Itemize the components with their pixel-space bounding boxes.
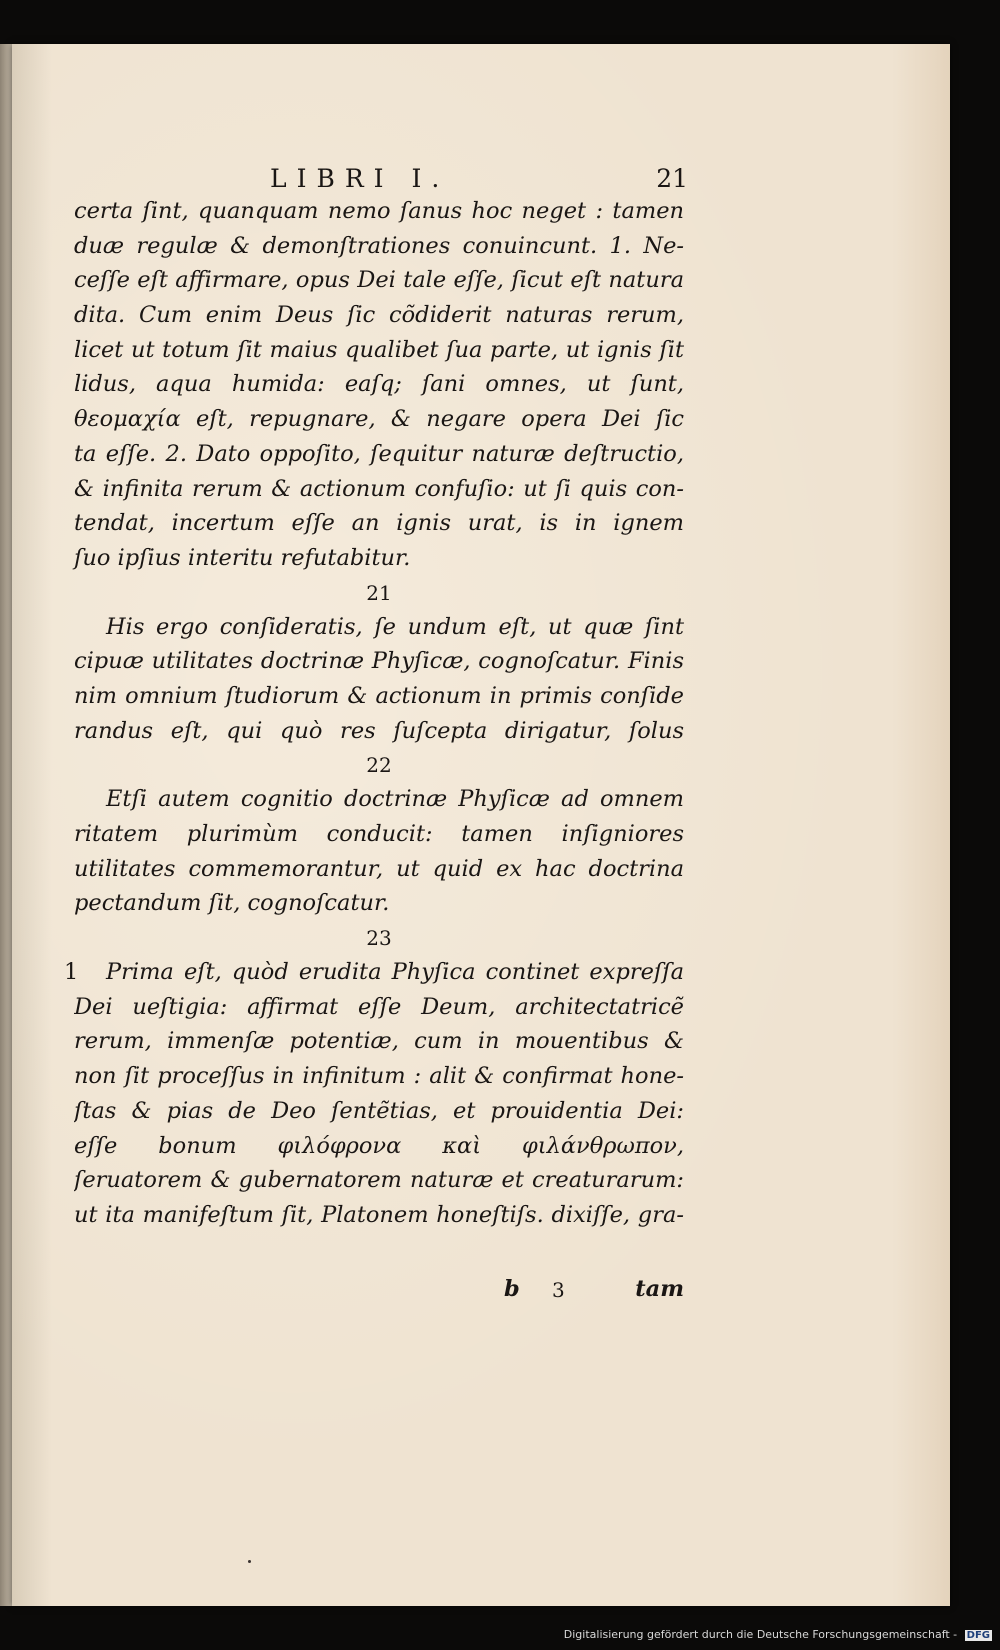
text-line: & infinita rerum & actionum confuſio: ut ſi quis con-	[74, 475, 684, 502]
text-line: ritatem plurimùm conducit: tamen inſigniores	[74, 821, 684, 847]
paragraph-1	[74, 194, 684, 576]
signature-number: 3	[552, 1278, 565, 1302]
list-marker: 1	[64, 959, 79, 986]
running-header	[270, 164, 688, 194]
text-line: ut ita manifeſtum ſit, Platonem honeſtiſs. dixiſſe, gra-	[74, 1201, 684, 1228]
text-line: non ſit proceſſus in infinitum : alit & confirmat hone-	[74, 1063, 684, 1090]
catchword: tam	[635, 1276, 684, 1302]
paragraph-4	[64, 955, 684, 1233]
running-title: LIBRI I.	[270, 164, 450, 193]
text-line: ta eſſe. 2. Dato oppoſito, ſequitur naturæ deſtructio,	[74, 440, 684, 467]
text-line: ſuo ipſius interitu refutabitur.	[74, 544, 411, 571]
text-line: utilitates commemorantur, ut quid ex hac doctrina	[74, 855, 684, 882]
signature-mark: b	[504, 1276, 520, 1302]
text-line: Prima eſt, quòd erudita Phyſica continet expreſſa	[106, 959, 684, 986]
text-line: Etſi autem cognitio doctrinæ Phyſicæ ad omnem	[106, 786, 684, 813]
text-line: rerum, immenſæ potentiæ, cum in mouentibus &	[74, 1028, 684, 1055]
text-line: nim omnium ſtudiorum & actionum in primis conſide	[74, 682, 684, 709]
section-number: 21	[366, 580, 392, 605]
text-line: eſſe bonum φιλόφρονα καὶ φιλάνθρωπον,	[74, 1132, 684, 1159]
text-line: ſtas & pias de Deo ſentẽtias, et prouidentia Dei:	[74, 1097, 684, 1124]
section-number: 22	[366, 753, 392, 778]
dfg-logo: DFG	[966, 1629, 990, 1641]
text-line: duæ regulæ & demonſtrationes conuincunt. 1. Ne-	[74, 232, 684, 259]
ink-speck	[248, 1560, 251, 1563]
credit-text: Digitalisierung gefördert durch die Deutsche Forschungsgemeinschaft -	[563, 1628, 958, 1641]
digitization-credit	[564, 1628, 992, 1641]
text-line: θεομαχία eſt, repugnare, & negare opera Dei ſic	[74, 406, 684, 433]
paragraph-3	[74, 782, 684, 921]
text-line: pectandum ſit, cognoſcatur.	[74, 890, 390, 917]
text-line: tendat, incertum eſſe an ignis urat, is in ignem	[74, 510, 684, 537]
section-number: 23	[366, 926, 392, 951]
text-block	[64, 194, 684, 1233]
paragraph-2	[74, 610, 684, 749]
text-line: ſeruatorem & gubernatorem naturæ et creaturarum:	[74, 1167, 684, 1194]
text-line: randus eſt, qui quò res ſuſcepta dirigatur, ſolus	[74, 717, 684, 744]
text-line: dita. Cum enim Deus ſic cõdiderit naturas rerum,	[74, 302, 684, 329]
page-footer	[74, 1276, 684, 1310]
text-line: cipuæ utilitates doctrinæ Phyſicæ, cognoſcatur. Finis	[74, 648, 684, 675]
page-number: 21	[656, 164, 688, 193]
text-line: ceſſe eſt affirmare, opus Dei tale eſſe, ſicut eſt natura	[74, 267, 684, 294]
text-line: certa ſint, quanquam nemo ſanus hoc neget : tamen	[74, 198, 684, 224]
text-line: His ergo conſideratis, ſe undum eſt, ut quæ ſint	[106, 613, 684, 640]
text-line: Dei ueſtigia: affirmat eſſe Deum, architectatricẽ	[74, 993, 684, 1020]
text-line: lidus, aqua humida: eaſq; ſani omnes, ut ſunt,	[74, 371, 684, 398]
text-line: licet ut totum ſit maius qualibet ſua parte, ut ignis ſit	[74, 336, 684, 363]
